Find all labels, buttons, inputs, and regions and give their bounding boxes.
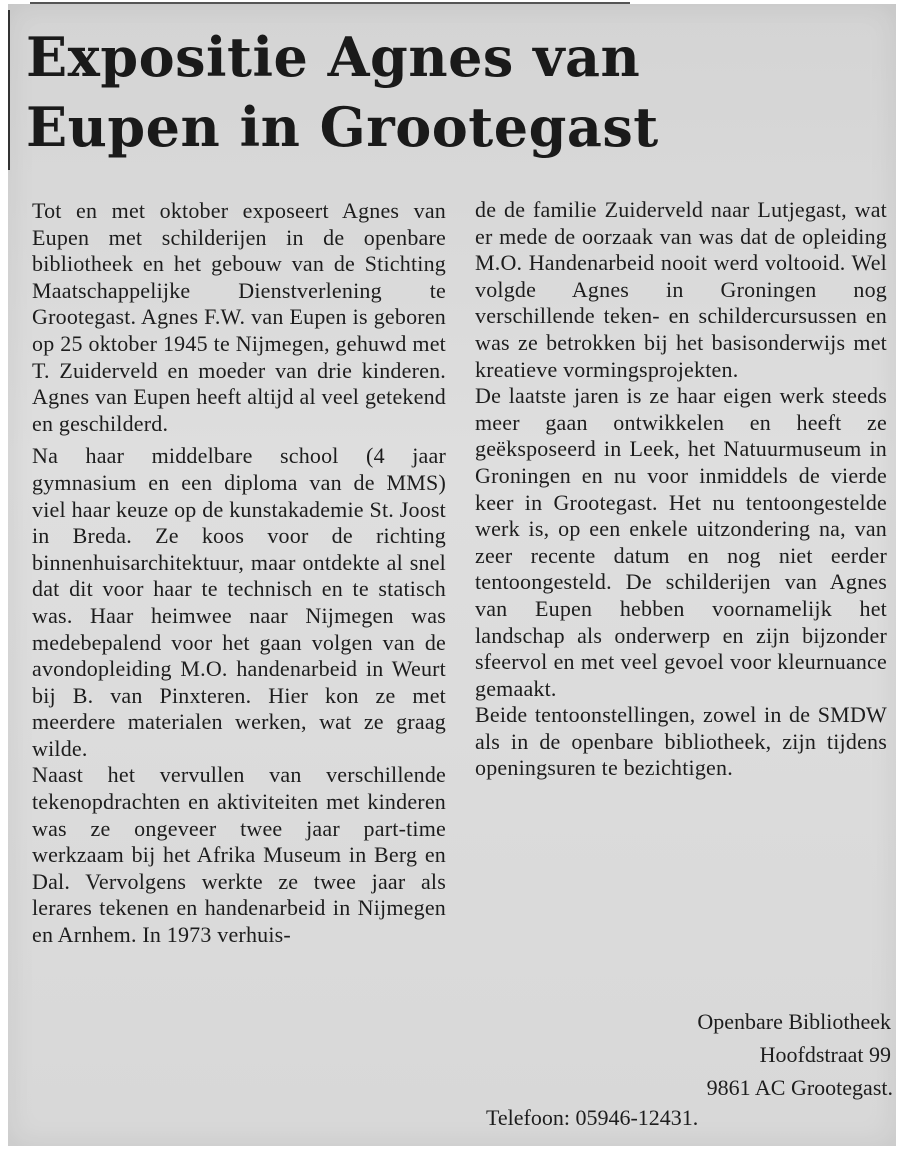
signature-street: Hoofdstraat 99: [759, 1042, 891, 1067]
paragraph: Tot en met oktober exposeert Agnes van Eupen met schilderijen in de openbare bibliotheek en het gebouw van de Stichting Maatschappelijke Dienstverlening te Grootegast. Agnes F.W. van Eupen is geboren op 25 oktober 1945 te Nijmegen, gehuwd met T. Zuiderveld en moeder van drie kinderen. Agnes van Eupen heeft altijd al veel getekend en geschilderd.: [32, 198, 446, 436]
clipping-edge-top: [30, 2, 630, 4]
signature-org: Openbare Bibliotheek: [697, 1009, 891, 1034]
paragraph: Na haar middelbare school (4 jaar gymnasium en een diploma van de MMS) viel haar keuze op de kunstakademie St. Joost in Breda. Ze koos voor de richting binnenhuisarchitektuur, maar ontdekte al snel dat dit voor haar te technisch en te statisch was. Haar heimwee naar Nijmegen was medebepalend voor het gaan volgen van de avondopleiding M.O. handenarbeid in Weurt bij B. van Pinxteren. Hier kon ze met meerdere materialen werken, wat ze graag wilde.: [32, 443, 446, 761]
headline-line-2: Eupen in Grootegast: [26, 95, 659, 159]
clipping-edge-left: [8, 10, 10, 170]
article-headline: [26, 22, 806, 162]
paragraph: Naast het vervullen van verschillende tekenopdrachten en aktiviteiten met kinderen was ze ongeveer twee jaar part-time werkzaam bij het Afrika Museum in Berg en Dal. Vervolgens werkte ze twee jaar als lerares tekenen en handenarbeid in Nijmegen en Arnhem. In 1973 verhuis-: [32, 762, 446, 948]
signature-city: 9861 AC Grootegast.: [706, 1075, 893, 1100]
article-column-right: [475, 197, 887, 788]
paragraph: Beide tentoonstellingen, zowel in de SMDW als in de openbare bibliotheek, zijn tijdens openingsuren te bezichtigen.: [475, 702, 887, 781]
article-column-left: [32, 198, 446, 955]
paragraph: de de familie Zuiderveld naar Lutjegast, wat er mede de oorzaak van was dat de opleiding M.O. Handenarbeid nooit werd voltooid. Wel volgde Agnes in Groningen nog verschillende teken- en schildercursussen en was ze betrokken bij het basisonderwijs met kreatieve vormingsprojekten.: [475, 197, 887, 382]
headline-line-1: Expositie Agnes van: [26, 25, 641, 89]
signature-phone: Telefoon: 05946-12431.: [486, 1105, 699, 1130]
paragraph: De laatste jaren is ze haar eigen werk steeds meer gaan ontwikkelen en heeft ze geëksposeerd in Leek, het Natuurmuseum in Groningen en nu voor inmiddels de vierde keer in Grootegast. Het nu tentoongestelde werk is, op een enkele uitzondering na, van zeer recente datum en nog niet eerder tentoongesteld. De schilderijen van Agnes van Eupen hebben voornamelijk het landschap als onderwerp en zijn bijzonder sfeervol en met veel gevoel voor kleurnuance gemaakt.: [475, 383, 887, 701]
